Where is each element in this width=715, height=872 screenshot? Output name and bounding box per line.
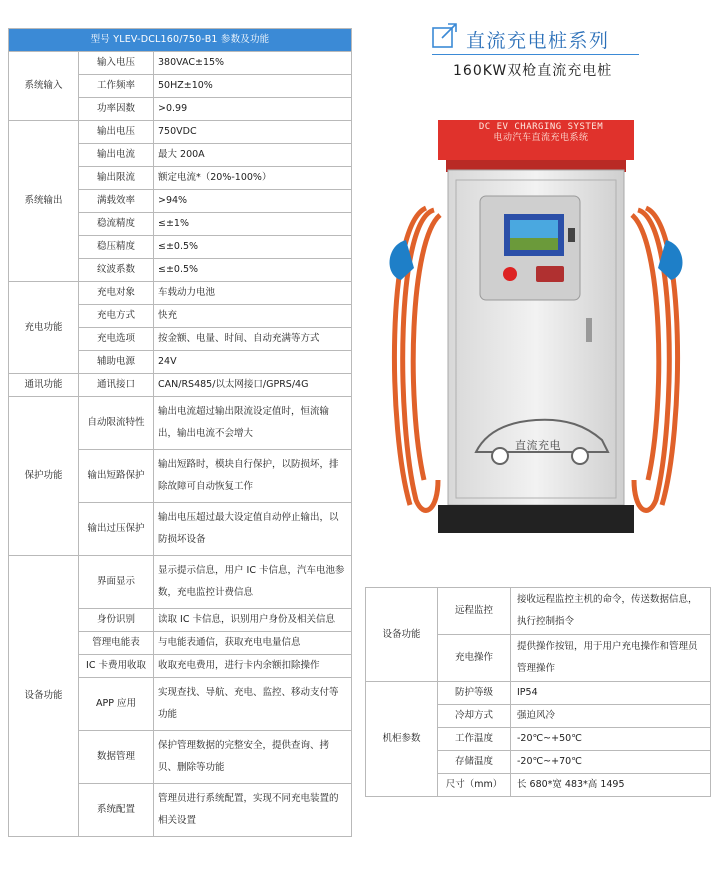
category-cell: 设备功能 xyxy=(9,556,79,837)
value-cell: 车载动力电池 xyxy=(154,282,352,305)
category-cell: 充电功能 xyxy=(9,282,79,374)
value-cell: 与电能表通信，获取充电电量信息 xyxy=(154,632,352,655)
value-cell: >94% xyxy=(154,190,352,213)
cabinet-table xyxy=(365,587,711,797)
external-link-icon xyxy=(432,22,458,48)
table-row xyxy=(9,52,352,75)
item-cell: 输出过压保护 xyxy=(79,503,154,556)
value-cell: 强迫风冷 xyxy=(511,705,711,728)
item-cell: 功率因数 xyxy=(79,98,154,121)
item-cell: 纹波系数 xyxy=(79,259,154,282)
spec-table xyxy=(8,28,352,837)
door-handle xyxy=(586,318,592,342)
table-row xyxy=(9,282,352,305)
table-row xyxy=(9,397,352,450)
value-cell: 快充 xyxy=(154,305,352,328)
value-cell: 最大 200A xyxy=(154,144,352,167)
charger-brand-text xyxy=(466,122,616,144)
value-cell: 接收远程监控主机的命令，传送数据信息，执行控制指令 xyxy=(511,588,711,635)
car-label: 直流充电 xyxy=(515,439,561,452)
table-row xyxy=(9,556,352,609)
value-cell: 实现查找、导航、充电、监控、移动支付等功能 xyxy=(154,678,352,731)
item-cell: 输出电流 xyxy=(79,144,154,167)
value-cell: 收取充电费用，进行卡内余额扣除操作 xyxy=(154,655,352,678)
item-cell: 辅助电源 xyxy=(79,351,154,374)
item-cell: 远程监控 xyxy=(438,588,511,635)
value-cell: 24V xyxy=(154,351,352,374)
item-cell: 稳压精度 xyxy=(79,236,154,259)
value-cell: 管理员进行系统配置，实现不同充电装置的相关设置 xyxy=(154,784,352,837)
item-cell: 充电对象 xyxy=(79,282,154,305)
category-cell: 保护功能 xyxy=(9,397,79,556)
category-cell: 机柜参数 xyxy=(366,682,438,797)
charger-brand-line1: DC EV CHARGING SYSTEM xyxy=(478,122,604,132)
item-cell: 系统配置 xyxy=(79,784,154,837)
item-cell: 充电方式 xyxy=(79,305,154,328)
product-subtitle: 160KW双枪直流充电桩 xyxy=(453,63,613,79)
table-row xyxy=(9,121,352,144)
item-cell: 输入电压 xyxy=(79,52,154,75)
item-cell: 冷却方式 xyxy=(438,705,511,728)
item-cell: APP 应用 xyxy=(79,678,154,731)
value-cell: 输出电流超过输出限流设定值时，恒流输出，输出电流不会增大 xyxy=(154,397,352,450)
table-row xyxy=(9,374,352,397)
value-cell: CAN/RS485/以太网接口/GPRS/4G xyxy=(154,374,352,397)
item-cell: 防护等级 xyxy=(438,682,511,705)
emergency-stop-icon xyxy=(503,267,517,281)
value-cell: 保护管理数据的完整安全，提供查询、拷贝、删除等功能 xyxy=(154,731,352,784)
value-cell: 380VAC±15% xyxy=(154,52,352,75)
card-reader xyxy=(536,266,564,282)
charger-brand-line2: 电动汽车直流充电系统 xyxy=(493,133,589,143)
item-cell: 工作频率 xyxy=(79,75,154,98)
item-cell: 充电操作 xyxy=(438,635,511,682)
item-cell: 管理电能表 xyxy=(79,632,154,655)
table-row xyxy=(366,682,711,705)
value-cell: 读取 IC 卡信息，识别用户身份及相关信息 xyxy=(154,609,352,632)
item-cell: 尺寸（mm） xyxy=(438,774,511,797)
value-cell: -20℃~+70℃ xyxy=(511,751,711,774)
value-cell: ≤±1% xyxy=(154,213,352,236)
charger-illustration xyxy=(376,100,696,550)
value-cell: 提供操作按钮，用于用户充电操作和管理员管理操作 xyxy=(511,635,711,682)
item-cell: 稳流精度 xyxy=(79,213,154,236)
item-cell: 界面显示 xyxy=(79,556,154,609)
item-cell: 通讯接口 xyxy=(79,374,154,397)
item-cell: 身份识别 xyxy=(79,609,154,632)
category-cell: 通讯功能 xyxy=(9,374,79,397)
value-cell: IP54 xyxy=(511,682,711,705)
item-cell: 自动限流特性 xyxy=(79,397,154,450)
item-cell: 输出限流 xyxy=(79,167,154,190)
value-cell: 50HZ±10% xyxy=(154,75,352,98)
title-underline xyxy=(432,54,639,55)
value-cell: 按金额、电量、时间、自动充满等方式 xyxy=(154,328,352,351)
value-cell: ≤±0.5% xyxy=(154,259,352,282)
value-cell: 额定电流*（20%-100%） xyxy=(154,167,352,190)
value-cell: 显示提示信息，用户 IC 卡信息，汽车电池参数，充电监控计费信息 xyxy=(154,556,352,609)
value-cell: 输出短路时，模块自行保护，以防损坏，排除故障可自动恢复工作 xyxy=(154,450,352,503)
value-cell: 输出电压超过最大设定值自动停止输出，以防损坏设备 xyxy=(154,503,352,556)
item-cell: 充电选项 xyxy=(79,328,154,351)
item-cell: 数据管理 xyxy=(79,731,154,784)
item-cell: 存储温度 xyxy=(438,751,511,774)
value-cell: -20℃~+50℃ xyxy=(511,728,711,751)
item-cell: 输出短路保护 xyxy=(79,450,154,503)
value-cell: 750VDC xyxy=(154,121,352,144)
category-cell: 设备功能 xyxy=(366,588,438,682)
table-row xyxy=(366,588,711,635)
series-title: 直流充电桩系列 xyxy=(466,30,610,52)
charger-base xyxy=(438,505,634,533)
category-cell: 系统输入 xyxy=(9,52,79,121)
category-cell: 系统输出 xyxy=(9,121,79,282)
value-cell: ≤±0.5% xyxy=(154,236,352,259)
value-cell: 长 680*宽 483*高 1495 xyxy=(511,774,711,797)
value-cell: >0.99 xyxy=(154,98,352,121)
item-cell: IC 卡费用收取 xyxy=(79,655,154,678)
item-cell: 满载效率 xyxy=(79,190,154,213)
spec-table-title: 型号 YLEV-DCL160/750-B1 参数及功能 xyxy=(9,29,352,52)
item-cell: 工作温度 xyxy=(438,728,511,751)
item-cell: 输出电压 xyxy=(79,121,154,144)
